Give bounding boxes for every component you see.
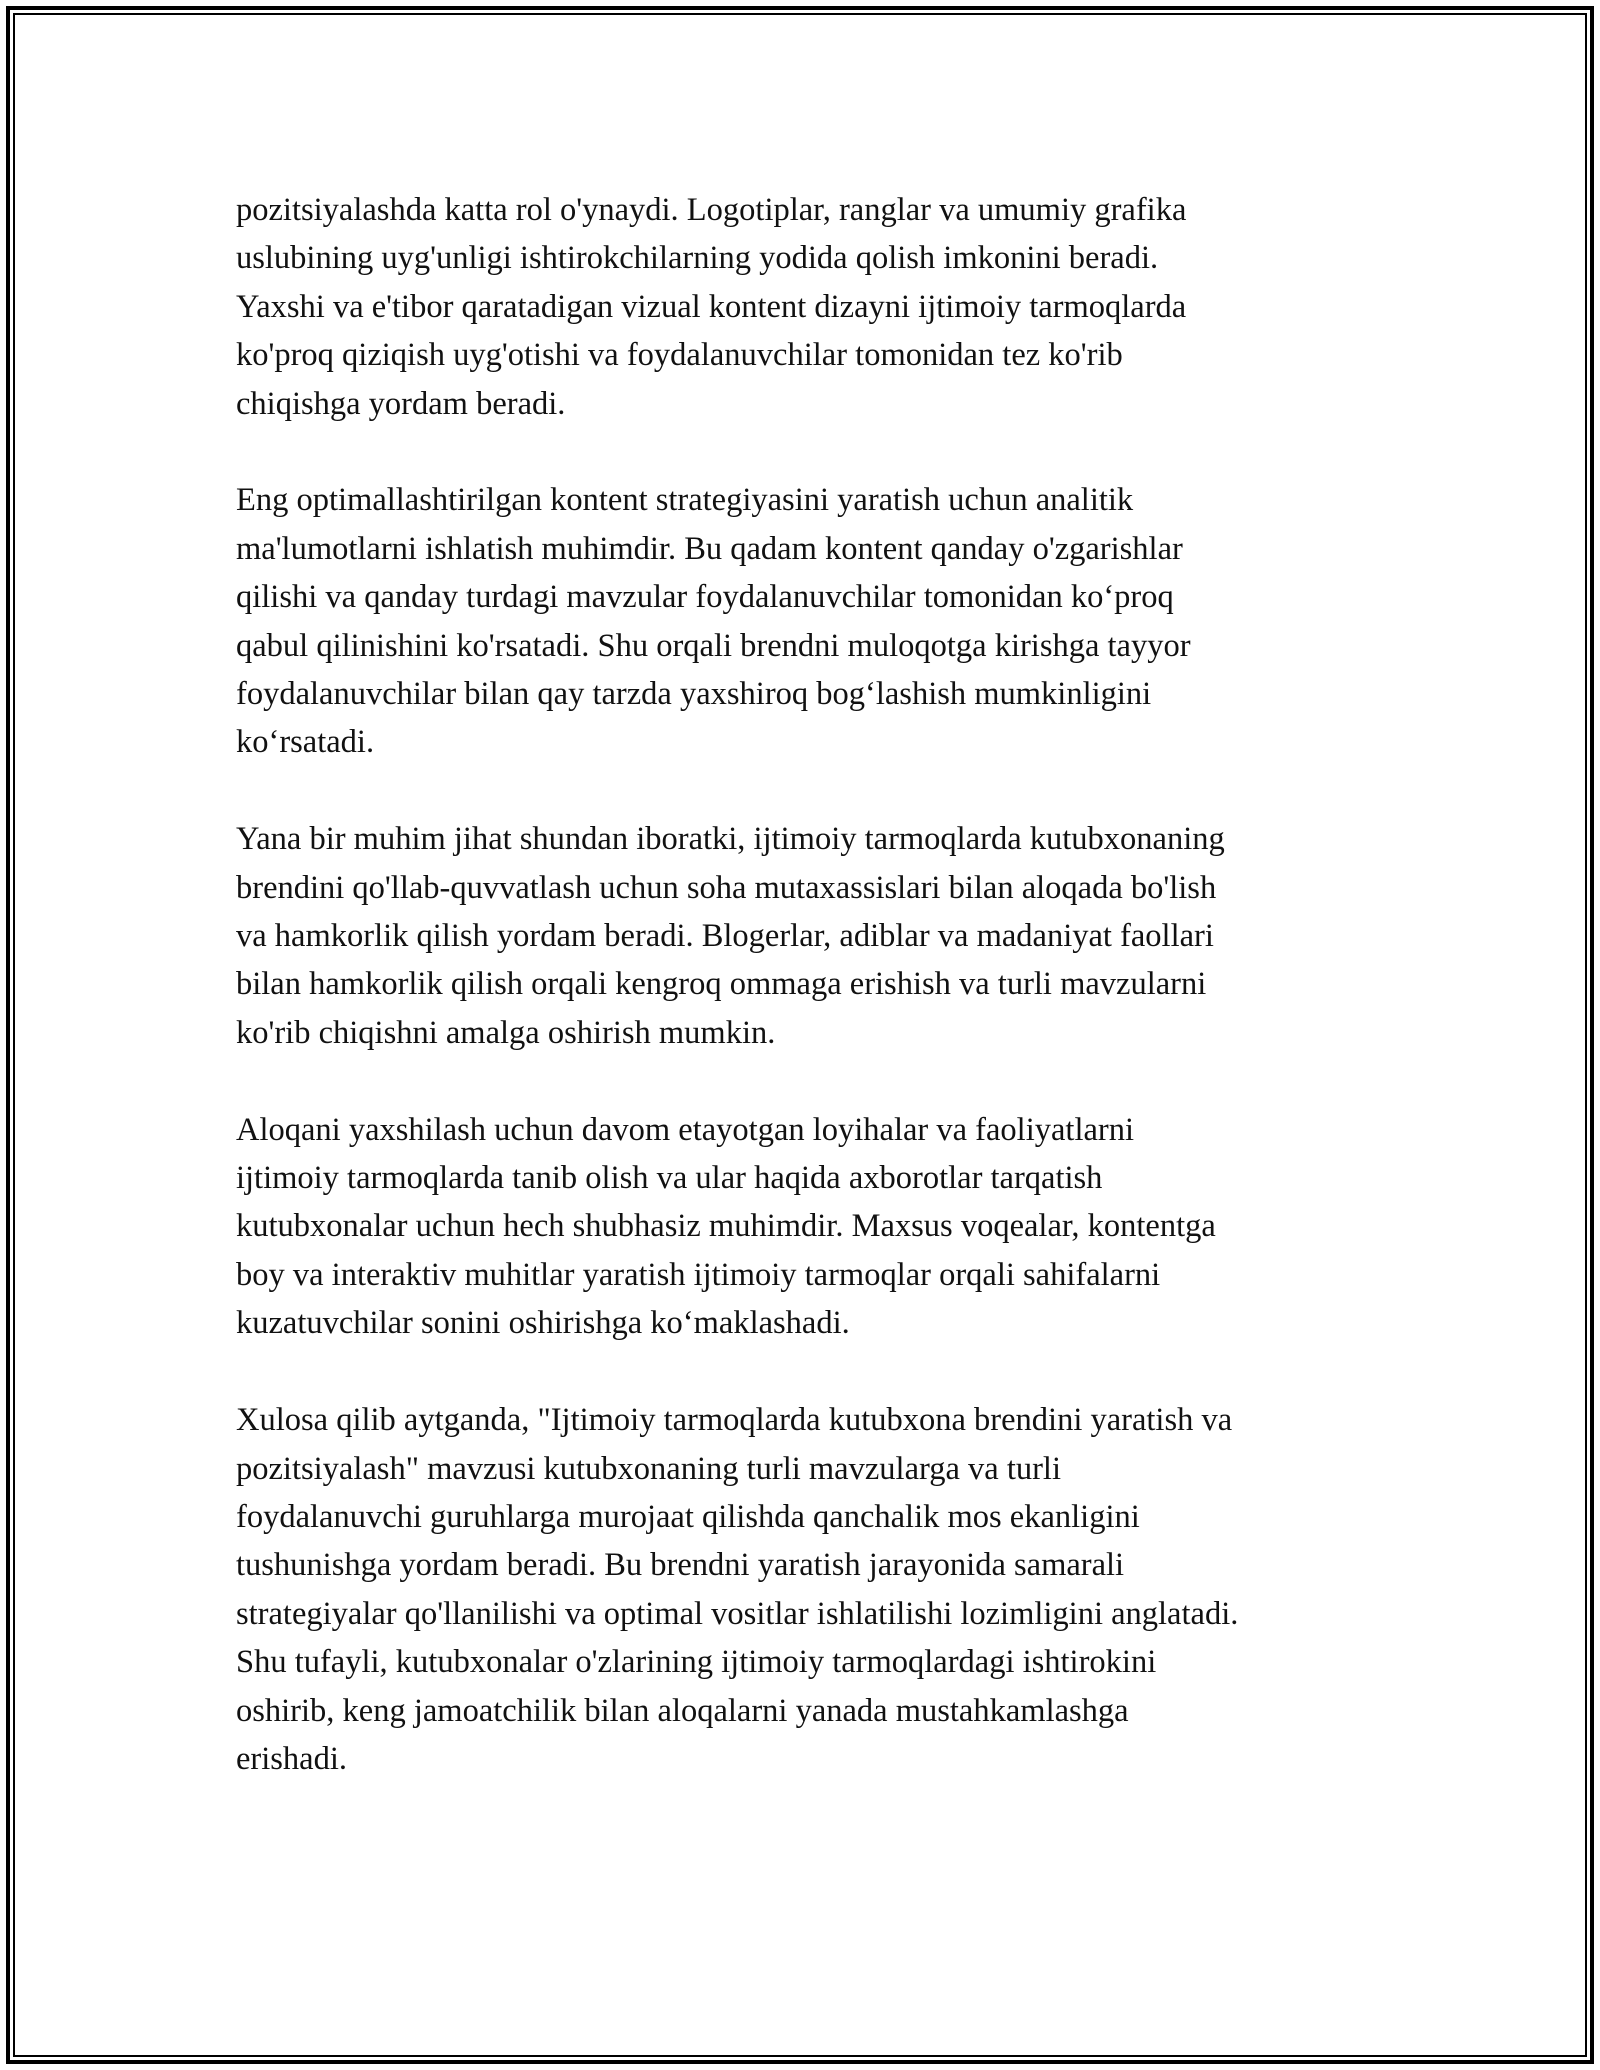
paragraph-line: boy va interaktiv muhitlar yaratish ijtimoiy tarmoqlar orqali sahifalarni <box>236 1256 1161 1293</box>
paragraph-line: pozitsiyalash" mavzusi kutubxonaning turli mavzularga va turli <box>236 1450 1061 1487</box>
paragraph-line: ijtimoiy tarmoqlarda tanib olish va ular haqida axborotlar tarqatish <box>236 1160 1103 1197</box>
paragraph-line: chiqishga yordam beradi. <box>236 385 566 422</box>
paragraph-line: Yaxshi va e'tibor qaratadigan vizual kontent dizayni ijtimoiy tarmoqlarda <box>236 288 1187 325</box>
paragraph-line: foydalanuvchi guruhlarga murojaat qilishda qanchalik mos ekanligini <box>236 1498 1140 1535</box>
paragraph-line: Xulosa qilib aytganda, "Ijtimoiy tarmoqlarda kutubxona brendini yaratish va <box>236 1402 1233 1439</box>
paragraph-1 <box>236 186 1376 428</box>
paragraph-line: Eng optimallashtirilgan kontent strategiyasini yaratish uchun analitik <box>236 482 1134 519</box>
paragraph-line: strategiyalar qo'llanilishi va optimal vositlar ishlatilishi lozimligini anglatadi. <box>236 1595 1239 1632</box>
paragraph-line: erishadi. <box>236 1740 348 1777</box>
paragraph-line: qilishi va qanday turdagi mavzular foydalanuvchilar tomonidan ko‘proq <box>236 579 1174 616</box>
document-body <box>236 186 1376 1783</box>
paragraph-line: kutubxonalar uchun hech shubhasiz muhimdir. Maxsus voqealar, kontentga <box>236 1208 1216 1245</box>
paragraph-2 <box>236 476 1376 766</box>
paragraph-line: qabul qilinishini ko'rsatadi. Shu orqali brendni muloqotga kirishga tayyor <box>236 627 1191 664</box>
paragraph-line: Shu tufayli, kutubxonalar o'zlarining ijtimoiy tarmoqlardagi ishtirokini <box>236 1644 1157 1681</box>
paragraph-line: Yana bir muhim jihat shundan iboratki, ijtimoiy tarmoqlarda kutubxonaning <box>236 821 1225 858</box>
paragraph-line: pozitsiyalashda katta rol o'ynaydi. Logotiplar, ranglar va umumiy grafika <box>236 192 1187 228</box>
paragraph-3 <box>236 815 1376 1057</box>
paragraph-line: ko'rib chiqishni amalga oshirish mumkin. <box>236 1014 776 1051</box>
paragraph-line: kuzatuvchilar sonini oshirishga ko‘maklashadi. <box>236 1305 850 1342</box>
paragraph-line: ko‘rsatadi. <box>236 724 375 761</box>
paragraph-line: uslubining uyg'unligi ishtirokchilarning yodida qolish imkonini beradi. <box>236 240 1159 277</box>
paragraph-line: va hamkorlik qilish yordam beradi. Blogerlar, adiblar va madaniyat faollari <box>236 918 1214 955</box>
paragraph-line: tushunishga yordam beradi. Bu brendni yaratish jarayonida samarali <box>236 1547 1125 1584</box>
paragraph-line: brendini qo'llab-quvvatlash uchun soha mutaxassislari bilan aloqada bo'lish <box>236 869 1217 906</box>
paragraph-5 <box>236 1396 1376 1783</box>
paragraph-line: foydalanuvchilar bilan qay tarzda yaxshiroq bog‘lashish mumkinligini <box>236 676 1152 713</box>
paragraph-4 <box>236 1106 1376 1348</box>
paragraph-line: bilan hamkorlik qilish orqali kengroq ommaga erishish va turli mavzularni <box>236 966 1207 1003</box>
paragraph-line: oshirib, keng jamoatchilik bilan aloqalarni yanada mustahkamlashga <box>236 1692 1129 1729</box>
paragraph-line: Aloqani yaxshilash uchun davom etayotgan loyihalar va faoliyatlarni <box>236 1111 1135 1148</box>
paragraph-line: ko'proq qiziqish uyg'otishi va foydalanuvchilar tomonidan tez ko'rib <box>236 337 1123 374</box>
paragraph-line: ma'lumotlarni ishlatish muhimdir. Bu qadam kontent qanday o'zgarishlar <box>236 530 1183 567</box>
